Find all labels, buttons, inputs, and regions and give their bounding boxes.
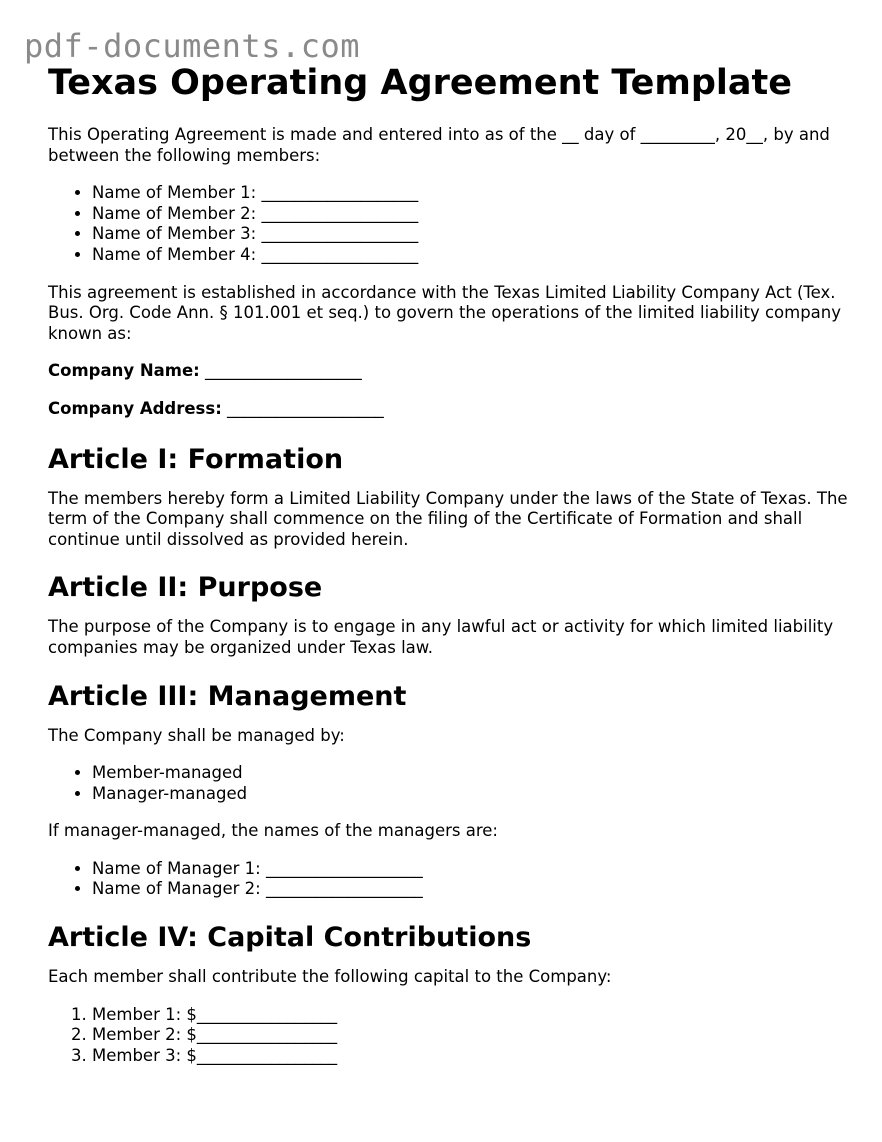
members-list: [48, 183, 848, 265]
company-name-label: Company Name:: [48, 361, 200, 381]
company-name-blank: ___________________: [199, 361, 362, 381]
company-address-field: [48, 399, 848, 420]
intro-paragraph: This Operating Agreement is made and entered into as of the __ day of _________, 20__, by and between the following members:: [48, 125, 830, 165]
article-3-heading: Article III: Management: [48, 680, 407, 712]
contributions-list: [48, 1005, 848, 1067]
managers-list: [48, 859, 848, 900]
document-page: [48, 60, 848, 1066]
contribution-item: 3. Member 3: $_________________: [92, 1046, 848, 1067]
contribution-item: 1. Member 1: $_________________: [92, 1005, 848, 1026]
management-option: • Manager-managed: [92, 784, 848, 805]
document-title: Texas Operating Agreement Template: [48, 63, 792, 103]
member-item: • Name of Member 3: ___________________: [92, 224, 848, 245]
article-2-text: The purpose of the Company is to engage in any lawful act or activity for which limited liability companies may be organized under Texas law.: [48, 617, 834, 657]
member-item: • Name of Member 2: ___________________: [92, 204, 848, 225]
manager-item: • Name of Manager 1: ___________________: [92, 859, 848, 880]
member-item: • Name of Member 1: ___________________: [92, 183, 848, 204]
member-item: • Name of Member 4: ___________________: [92, 245, 848, 266]
article-1-heading: Article I: Formation: [48, 443, 344, 475]
company-name-field: [48, 361, 848, 382]
management-option: • Member-managed: [92, 763, 848, 784]
company-address-blank: ___________________: [221, 398, 384, 418]
watermark: pdf-documents.com: [24, 27, 361, 65]
management-options-list: [48, 763, 848, 804]
article-1-text: The members hereby form a Limited Liability Company under the laws of the State of Texas. The term of the Company shall commence on the filing of the Certificate of Formation and shall continue until dissolved as provided herein.: [48, 488, 848, 549]
article-3-text: The Company shall be managed by:: [48, 725, 345, 745]
managers-intro: If manager-managed, the names of the managers are:: [48, 821, 498, 841]
statute-paragraph: This agreement is established in accordance with the Texas Limited Liability Company Act (Tex. Bus. Org. Code Ann. § 101.001 et seq.) to govern the operations of the limited liability company known as:: [48, 282, 842, 343]
contribution-item: 2. Member 2: $_________________: [92, 1025, 848, 1046]
article-4-text: Each member shall contribute the following capital to the Company:: [48, 967, 612, 987]
manager-item: • Name of Manager 2: ___________________: [92, 879, 848, 900]
company-address-label: Company Address:: [48, 398, 222, 418]
article-4-heading: Article IV: Capital Contributions: [48, 922, 532, 954]
article-2-heading: Article II: Purpose: [48, 572, 323, 604]
